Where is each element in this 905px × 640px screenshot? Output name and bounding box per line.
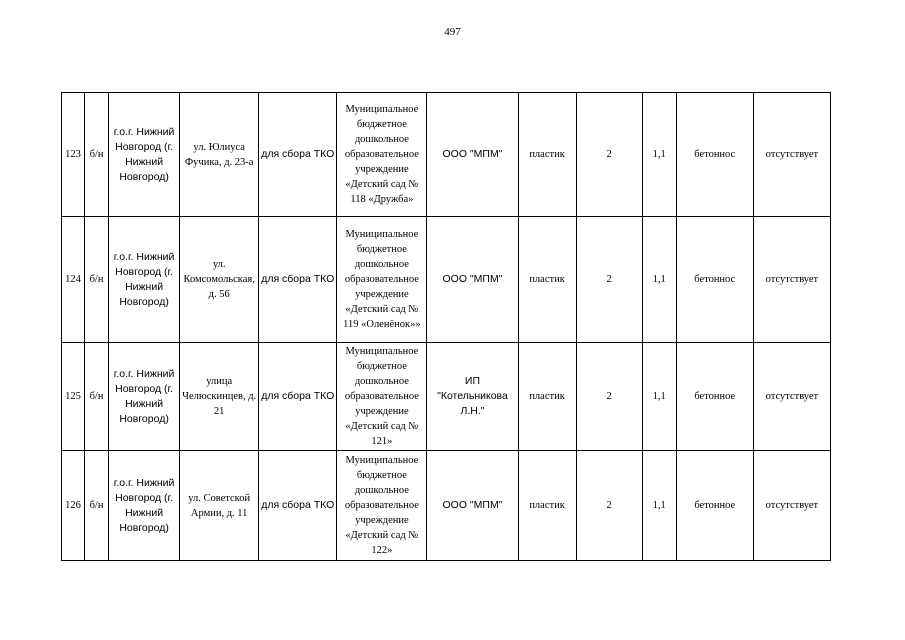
canopy-cell: отсутствует [753, 93, 830, 217]
address-cell: ул. Советской Армии, д. 11 [180, 451, 259, 561]
locality-cell: г.о.г. Нижний Новгород (г. Нижний Новгород) [109, 93, 180, 217]
surface-cell: бетоннос [676, 93, 753, 217]
address-cell: ул. Комсомольская, д. 56 [180, 217, 259, 343]
house-number: б/н [85, 343, 109, 451]
canopy-cell: отсутствует [753, 343, 830, 451]
surface-cell: бетоннос [676, 217, 753, 343]
operator-cell: ООО "МПМ" [427, 451, 518, 561]
locality-cell: г.о.г. Нижний Новгород (г. Нижний Новгород) [109, 343, 180, 451]
container-material-cell: пластик [518, 451, 576, 561]
container-count-cell: 2 [576, 93, 642, 217]
owner-cell: Муниципальное бюджетное дошкольное образовательное учреждение «Детский сад № 121» [337, 343, 427, 451]
locality-cell: г.о.г. Нижний Новгород (г. Нижний Новгород) [109, 451, 180, 561]
house-number: б/н [85, 93, 109, 217]
container-volume-cell: 1,1 [642, 217, 676, 343]
owner-cell: Муниципальное бюджетное дошкольное образовательное учреждение «Детский сад № 122» [337, 451, 427, 561]
container-material-cell: пластик [518, 343, 576, 451]
operator-cell: ИП "Котельникова Л.Н." [427, 343, 518, 451]
surface-cell: бетонное [676, 343, 753, 451]
owner-cell: Муниципальное бюджетное дошкольное образовательное учреждение «Детский сад № 119 «Оленёнок»» [337, 217, 427, 343]
owner-cell: Муниципальное бюджетное дошкольное образовательное учреждение «Детский сад № 118 «Дружба» [337, 93, 427, 217]
container-volume-cell: 1,1 [642, 451, 676, 561]
locality-cell: г.о.г. Нижний Новгород (г. Нижний Новгород) [109, 217, 180, 343]
page-number: 497 [444, 26, 461, 38]
canopy-cell: отсутствует [753, 451, 830, 561]
purpose-cell: для сбора ТКО [259, 451, 337, 561]
table-row [62, 93, 831, 217]
row-number: 124 [62, 217, 85, 343]
purpose-cell: для сбора ТКО [259, 217, 337, 343]
container-volume-cell: 1,1 [642, 343, 676, 451]
purpose-cell: для сбора ТКО [259, 93, 337, 217]
house-number: б/н [85, 217, 109, 343]
address-cell: улица Челюскинцев, д. 21 [180, 343, 259, 451]
surface-cell: бетонное [676, 451, 753, 561]
container-volume-cell: 1,1 [642, 93, 676, 217]
table-row [62, 217, 831, 343]
container-count-cell: 2 [576, 451, 642, 561]
address-cell: ул. Юлиуса Фучика, д. 23-а [180, 93, 259, 217]
canopy-cell: отсутствует [753, 217, 830, 343]
container-material-cell: пластик [518, 93, 576, 217]
table-row [62, 451, 831, 561]
table-row [62, 343, 831, 451]
operator-cell: ООО "МПМ" [427, 217, 518, 343]
container-count-cell: 2 [576, 217, 642, 343]
container-material-cell: пластик [518, 217, 576, 343]
house-number: б/н [85, 451, 109, 561]
row-number: 126 [62, 451, 85, 561]
row-number: 125 [62, 343, 85, 451]
waste-site-registry-table [61, 92, 831, 561]
purpose-cell: для сбора ТКО [259, 343, 337, 451]
row-number: 123 [62, 93, 85, 217]
container-count-cell: 2 [576, 343, 642, 451]
operator-cell: ООО "МПМ" [427, 93, 518, 217]
